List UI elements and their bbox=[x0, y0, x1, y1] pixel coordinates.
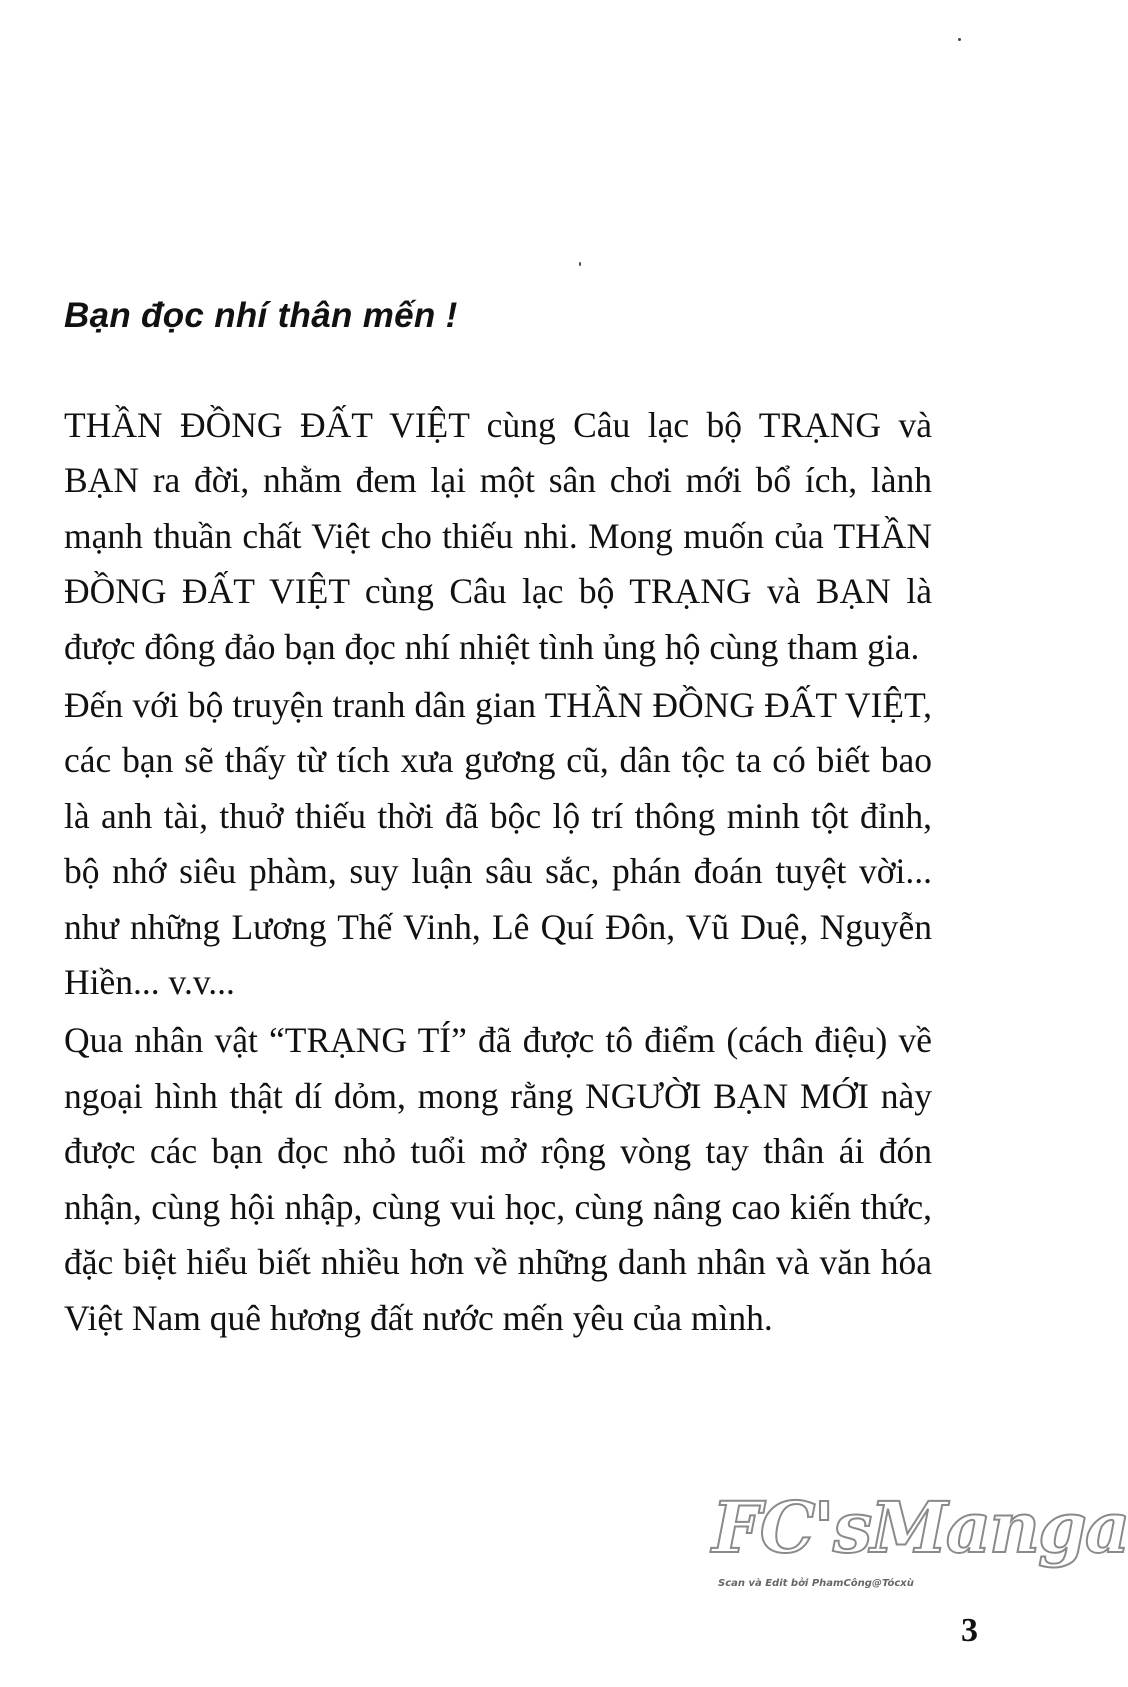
page-number: 3 bbox=[961, 1612, 978, 1649]
scanlation-watermark bbox=[712, 1480, 1128, 1590]
body-text bbox=[64, 398, 932, 1346]
paragraph-character: Qua nhân vật “TRẠNG TÍ” đã được tô điểm (cách điệu) về ngoại hình thật dí dỏm, mong rằng NGƯỜI BẠN MỚI này được các bạn đọc nhỏ tuổi mở rộng vòng tay thân ái đón nhận, cùng hội nhập, cùng vui học, cùng nâng cao kiến thức, đặc biệt hiểu biết nhiều hơn về những danh nhân và văn hóa Việt Nam quê hương đất nước mến yêu của mình. bbox=[64, 1020, 932, 1338]
scan-speck bbox=[579, 262, 581, 266]
watermark-credit: Scan và Edit bởi PhamCông@Tócxù bbox=[718, 1578, 914, 1589]
greeting-heading: Bạn đọc nhí thân mến ! bbox=[64, 296, 458, 335]
scan-speck bbox=[958, 38, 961, 41]
paragraph-intro: THẦN ĐỒNG ĐẤT VIỆT cùng Câu lạc bộ TRẠNG và BẠN ra đời, nhằm đem lại một sân chơi mới bổ ích, lành mạnh thuần chất Việt cho thiếu nhi. Mong muốn của THẦN ĐỒNG ĐẤT VIỆT cùng Câu lạc bộ TRẠNG và BẠN là được đông đảo bạn đọc nhí nhiệt tình ủng hộ cùng tham gia. bbox=[64, 405, 932, 667]
paragraph-series: Đến với bộ truyện tranh dân gian THẦN ĐỒNG ĐẤT VIỆT, các bạn sẽ thấy từ tích xưa gương cũ, dân tộc ta có biết bao là anh tài, thuở thiếu thời đã bộc lộ trí thông minh tột đỉnh, bộ nhớ siêu phàm, suy luận sâu sắc, phán đoán tuyệt vời... như những Lương Thế Vinh, Lê Quí Đôn, Vũ Duệ, Nguyễn Hiền... v.v... bbox=[64, 685, 932, 1003]
watermark-logo: FC'sManga bbox=[712, 1486, 1128, 1569]
